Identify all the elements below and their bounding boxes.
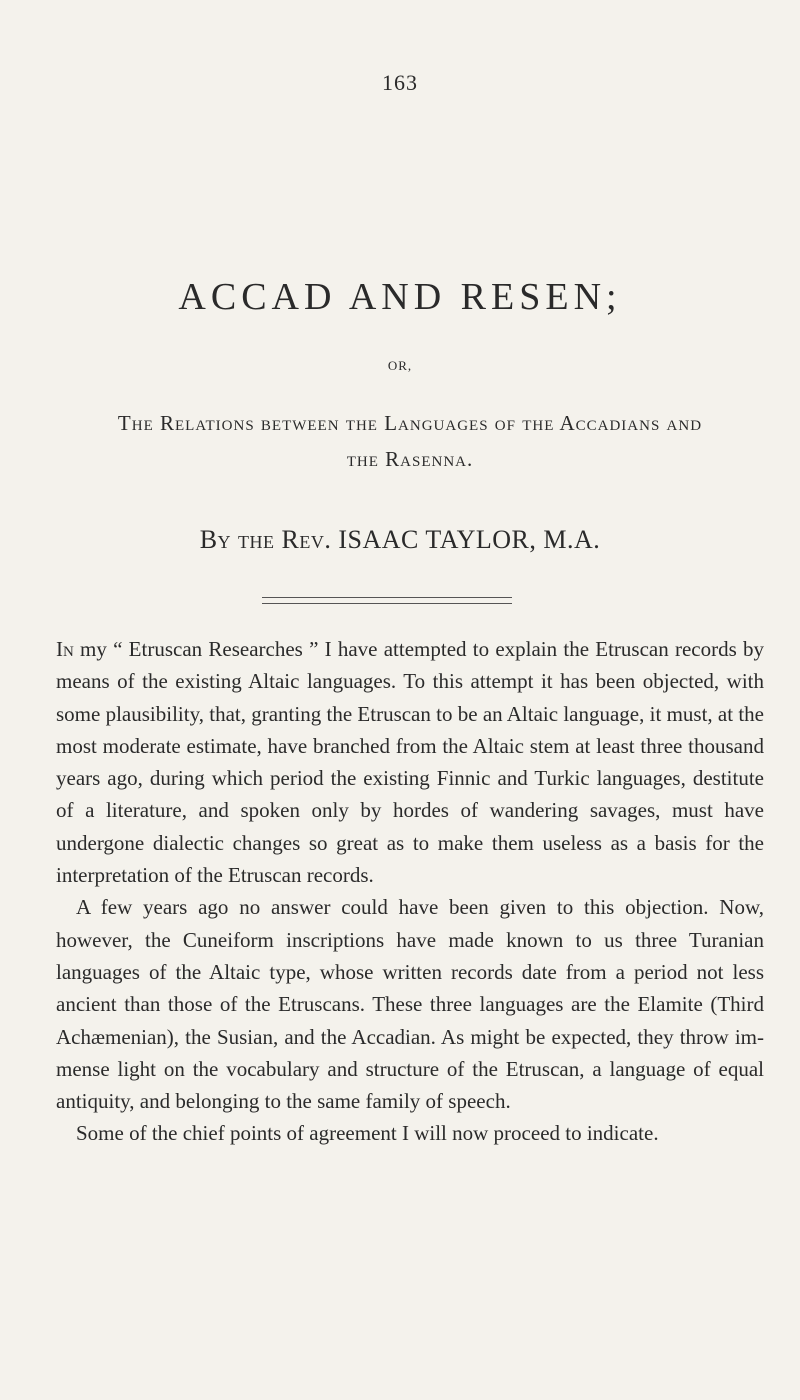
paragraph-1-text: my “ Etruscan Researches ” I have attempted to explain the Etruscan records by means of the existing Altaic languages. To this attempt it has been objected, with some plausibility, that, granting the Etruscan to be an Altaic language, it must, at the most moderate estimate, have branched from the Altaic stem at least three thousand years ago, during which period the existing Finnic and Turkic languages, destitute of a literature, and spoken only by hordes of wandering savages, must have undergone dialectic changes so great as to make them useless as a basis for the interpretation of the Etruscan records. — [56, 637, 764, 888]
title-connector: OR, — [387, 358, 413, 373]
article-body — [56, 633, 764, 1150]
subtitle-line-1: The Relations between the Languages of the Accadians and — [117, 411, 703, 435]
author-line — [0, 525, 800, 555]
article-subtitle — [90, 405, 730, 477]
paragraph-2: A few years ago no answer could have been given to this objection. Now, however, the Cuneiform inscriptions have made known to us three Turanian languages of the Altaic type, whose written records date from a period not less ancient than those of the Etruscans. These three languages are the Elamite (Third Achæmenian), the Susian, and the Accadian. As might be expected, they throw immense light on the vocabulary and structure of the Etruscan, a language of equal antiquity, and belonging to the same family of speech. — [56, 895, 764, 1114]
subtitle-line-2: the Rasenna. — [346, 447, 474, 471]
author-prefix: By the Rev. — [199, 525, 332, 554]
section-divider — [262, 597, 512, 604]
paragraph-1-lead: In — [56, 637, 74, 661]
paragraph-1 — [56, 633, 764, 891]
article-title: ACCAD AND RESEN; — [178, 276, 622, 318]
paragraph-3: Some of the chief points of agreement I will now proceed to indicate. — [76, 1121, 659, 1146]
page-number: 163 — [382, 70, 418, 95]
author-name: ISAAC TAYLOR, M.A. — [338, 525, 601, 554]
